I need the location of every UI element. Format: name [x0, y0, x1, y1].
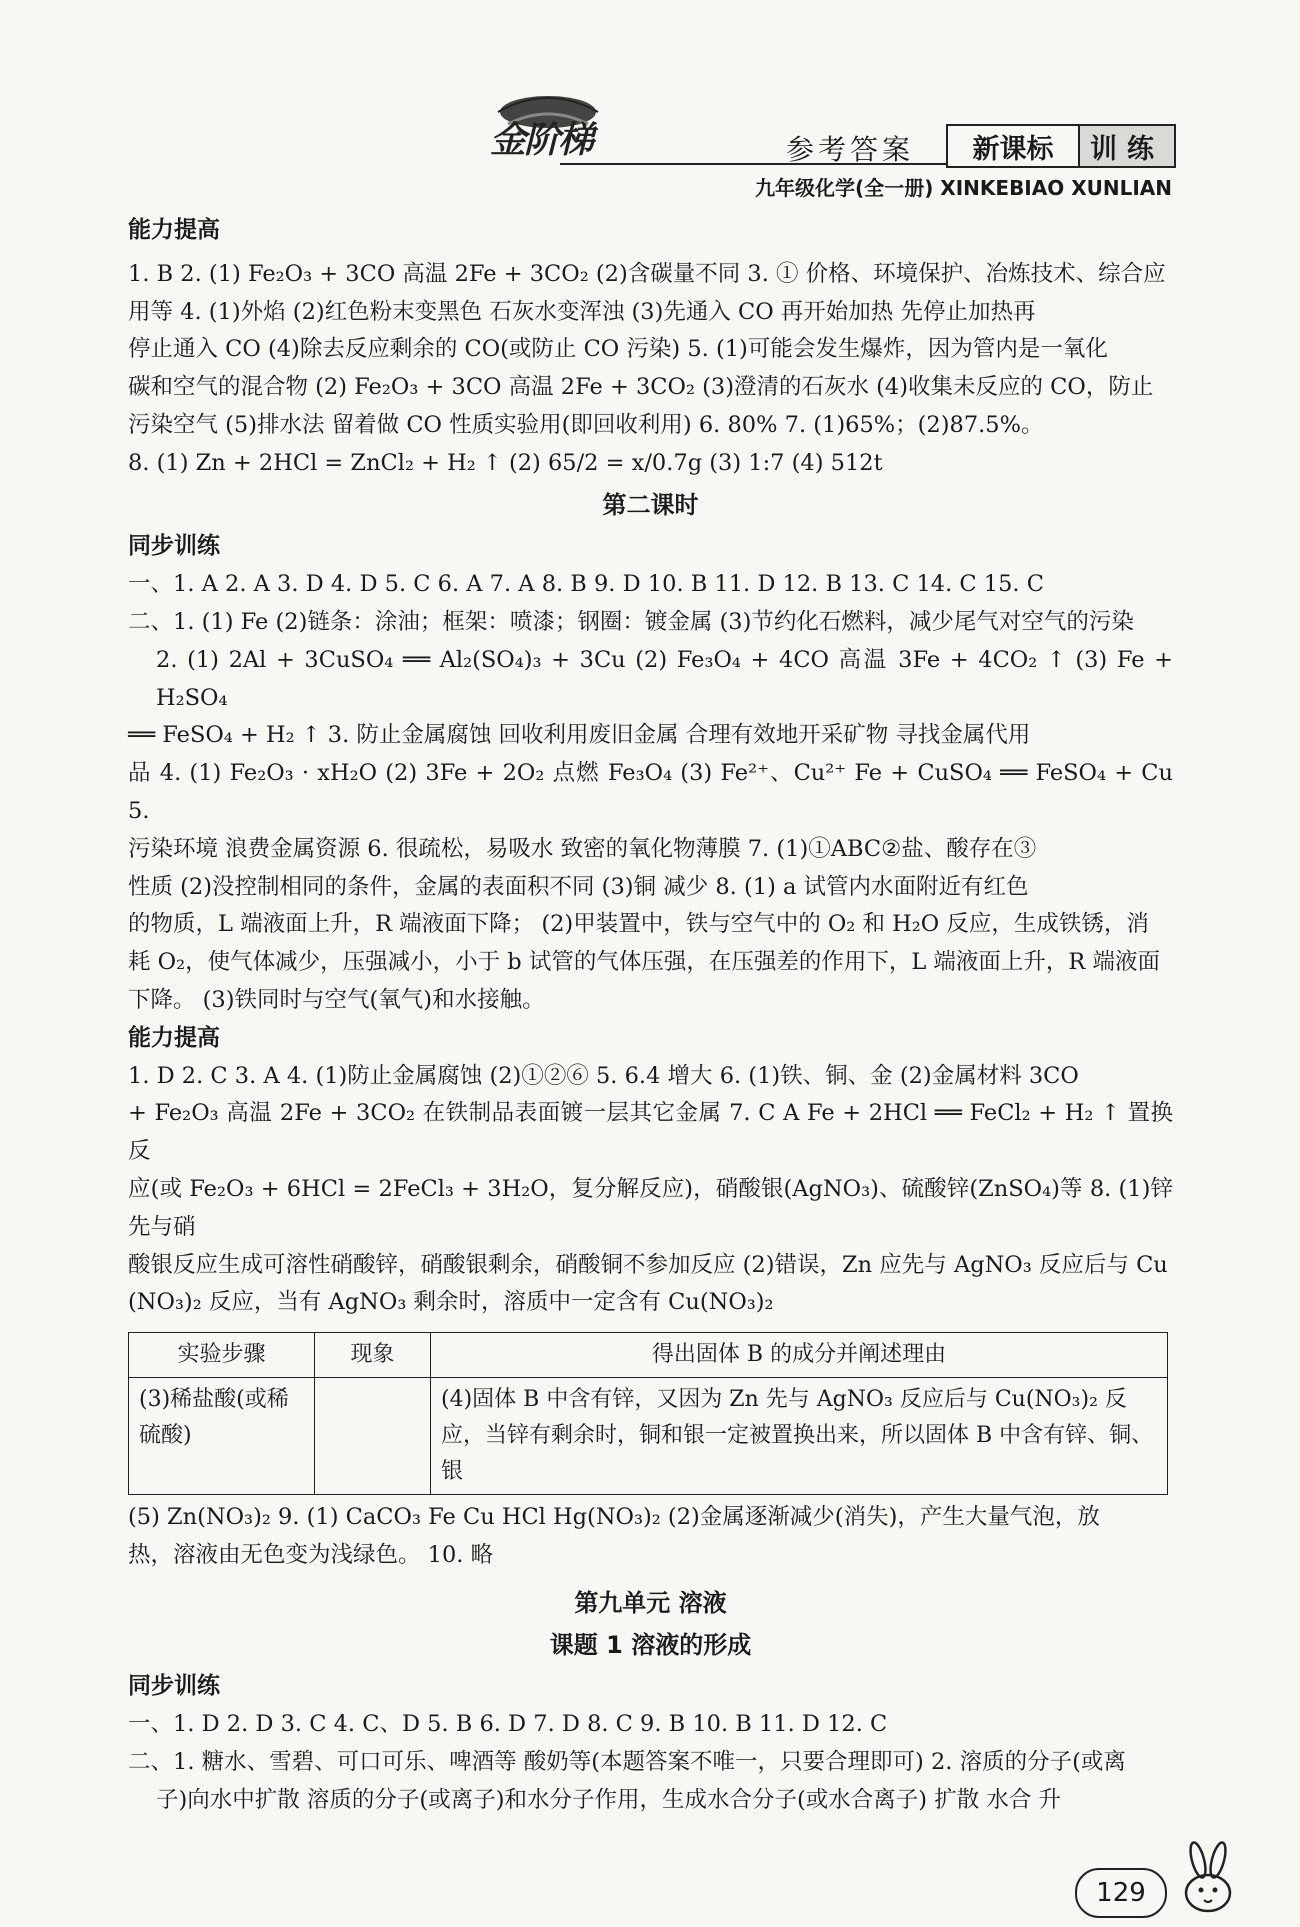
- section-title-ability-2: 能力提高: [128, 1024, 220, 1051]
- unit-title: 第九单元 溶液: [574, 1588, 727, 1617]
- table-header-cell: 实验步骤: [129, 1333, 315, 1378]
- section-title-ability-1: 能力提高: [128, 217, 220, 243]
- answer-line: 子)向水中扩散 溶质的分子(或离子)和水分子作用，生成水合分子(或水合离子) 扩散 水合 升: [156, 1786, 1062, 1813]
- table-header-cell: 现象: [315, 1333, 431, 1378]
- answer-line: 一、1. D 2. D 3. C 4. C、D 5. B 6. D 7. D 8. C 9. B 10. B 11. D 12. C: [128, 1711, 888, 1738]
- header-brand-left: 新课标: [948, 126, 1080, 166]
- answer-line: 污染空气 (5)排水法 留着做 CO 性质实验用(即回收利用) 6. 80% 7. (1)65%；(2)87.5%。: [128, 411, 1044, 438]
- answer-line: 1. B 2. (1) Fe₂O₃ + 3CO 高温 2Fe + 3CO₂ (2)含碳量不同 3. ① 价格、环境保护、冶炼技术、综合应: [128, 260, 1166, 287]
- rabbit-mascot-icon: [1168, 1838, 1248, 1918]
- table-cell-reason: (4)固体 B 中含有锌，又因为 Zn 先与 AgNO₃ 反应后与 Cu(NO₃)₂ 反应，当锌有剩余时，铜和银一定被置换出来，所以固体 B 中含有锌、铜、银: [431, 1378, 1168, 1495]
- answer-line: 二、1. (1) Fe (2)链条：涂油；框架：喷漆；钢圈：镀金属 (3)节约化石燃料，减少尾气对空气的污染: [128, 608, 1134, 635]
- answer-line: 热，溶液由无色变为浅绿色。 10. 略: [128, 1541, 494, 1568]
- experiment-table: [128, 1332, 1168, 1495]
- section-title-sync-1: 同步训练: [128, 533, 220, 560]
- table-header-row: [129, 1333, 1168, 1378]
- answer-line: 8. (1) Zn + 2HCl = ZnCl₂ + H₂ ↑ (2) 65/2 = x/0.7g (3) 1:7 (4) 512t: [128, 449, 883, 476]
- answer-line: 2. (1) 2Al + 3CuSO₄ ══ Al₂(SO₄)₃ + 3Cu (2) Fe₃O₄ + 4CO 高温 3Fe + 4CO₂ ↑ (3) Fe + H₂SO₄: [156, 646, 1173, 711]
- answer-line: + Fe₂O₃ 高温 2Fe + 3CO₂ 在铁制品表面镀一层其它金属 7. C A Fe + 2HCl ══ FeCl₂ + H₂ ↑ 置换反: [128, 1100, 1173, 1165]
- answer-line: 应(或 Fe₂O₃ + 6HCl = 2FeCl₃ + 3H₂O，复分解反应)，硝酸银(AgNO₃)、硫酸锌(ZnSO₄)等 8. (1)锌先与硝: [128, 1175, 1173, 1240]
- answer-content: [128, 212, 1173, 1819]
- header-answers-label: 参考答案: [786, 133, 915, 166]
- answer-line: 停止通入 CO (4)除去反应剩余的 CO(或防止 CO 污染) 5. (1)可能会发生爆炸，因为管内是一氧化: [128, 336, 1108, 363]
- table-cell-step: (3)稀盐酸(或稀硫酸): [129, 1378, 315, 1495]
- answer-line: 性质 (2)没控制相同的条件，金属的表面积不同 (3)铜 减少 8. (1) a 试管内水面附近有红色: [128, 873, 1029, 900]
- table-header-cell: 得出固体 B 的成分并阐述理由: [431, 1333, 1168, 1378]
- header-brand-right: 训练: [1080, 126, 1174, 166]
- answer-line: ══ FeSO₄ + H₂ ↑ 3. 防止金属腐蚀 回收利用废旧金属 合理有效地开采矿物 寻找金属代用: [128, 722, 1031, 749]
- answer-line: 耗 O₂，使气体减少，压强减小，小于 b 试管的气体压强，在压强差的作用下，L 端液面上升，R 端液面: [128, 949, 1161, 976]
- header-subtitle: 九年级化学(全一册) XINKEBIAO XUNLIAN: [755, 176, 1172, 200]
- answer-line: 一、1. A 2. A 3. D 4. D 5. C 6. A 7. A 8. B 9. D 10. B 11. D 12. B 13. C 14. C 15. C: [128, 571, 1044, 598]
- lesson-title: 第二课时: [602, 490, 699, 519]
- answer-line: 下降。 (3)铁同时与空气(氧气)和水接触。: [128, 986, 545, 1013]
- logo-text: 金阶梯: [490, 119, 593, 161]
- answer-line: 二、1. 糖水、雪碧、可口可乐、啤酒等 酸奶等(本题答案不唯一，只要合理即可) 2. 溶质的分子(或离: [128, 1748, 1126, 1775]
- answer-line: 品 4. (1) Fe₂O₃ · xH₂O (2) 3Fe + 2O₂ 点燃 Fe₃O₄ (3) Fe²⁺、Cu²⁺ Fe + CuSO₄ ══ FeSO₄ + Cu 5.: [128, 760, 1173, 824]
- answer-line: 用等 4. (1)外焰 (2)红色粉末变黑色 石灰水变浑浊 (3)先通入 CO 再开始加热 先停止加热再: [128, 298, 1036, 325]
- page-number: 129: [1075, 1868, 1167, 1918]
- answer-line: (5) Zn(NO₃)₂ 9. (1) CaCO₃ Fe Cu HCl Hg(NO₃)₂ (2)金属逐渐减少(消失)，产生大量气泡，放: [128, 1504, 1100, 1531]
- answer-line: 的物质，L 端液面上升，R 端液面下降； (2)甲装置中，铁与空气中的 O₂ 和 H₂O 反应，生成铁锈，消: [128, 911, 1149, 938]
- answer-line: 1. D 2. C 3. A 4. (1)防止金属腐蚀 (2)①②⑥ 5. 6.4 增大 6. (1)铁、铜、金 (2)金属材料 3CO: [128, 1062, 1079, 1089]
- table-row: [129, 1378, 1168, 1495]
- header-brand-box: [946, 124, 1176, 168]
- answer-line: 酸银反应生成可溶性硝酸锌，硝酸银剩余，硝酸铜不参加反应 (2)错误，Zn 应先与 AgNO₃ 反应后与 Cu: [128, 1251, 1168, 1278]
- topic-title: 课题 1 溶液的形成: [549, 1630, 752, 1659]
- section-title-sync-2: 同步训练: [128, 1673, 220, 1700]
- answer-line: 碳和空气的混合物 (2) Fe₂O₃ + 3CO 高温 2Fe + 3CO₂ (3)澄清的石灰水 (4)收集未反应的 CO，防止: [128, 374, 1154, 401]
- answer-line: (NO₃)₂ 反应，当有 AgNO₃ 剩余时，溶质中一定含有 Cu(NO₃)₂: [128, 1289, 774, 1316]
- answer-line: 污染环境 浪费金属资源 6. 很疏松，易吸水 致密的氧化物薄膜 7. (1)①ABC②盐、酸存在③: [128, 835, 1037, 862]
- table-cell-phenomenon: [315, 1378, 431, 1495]
